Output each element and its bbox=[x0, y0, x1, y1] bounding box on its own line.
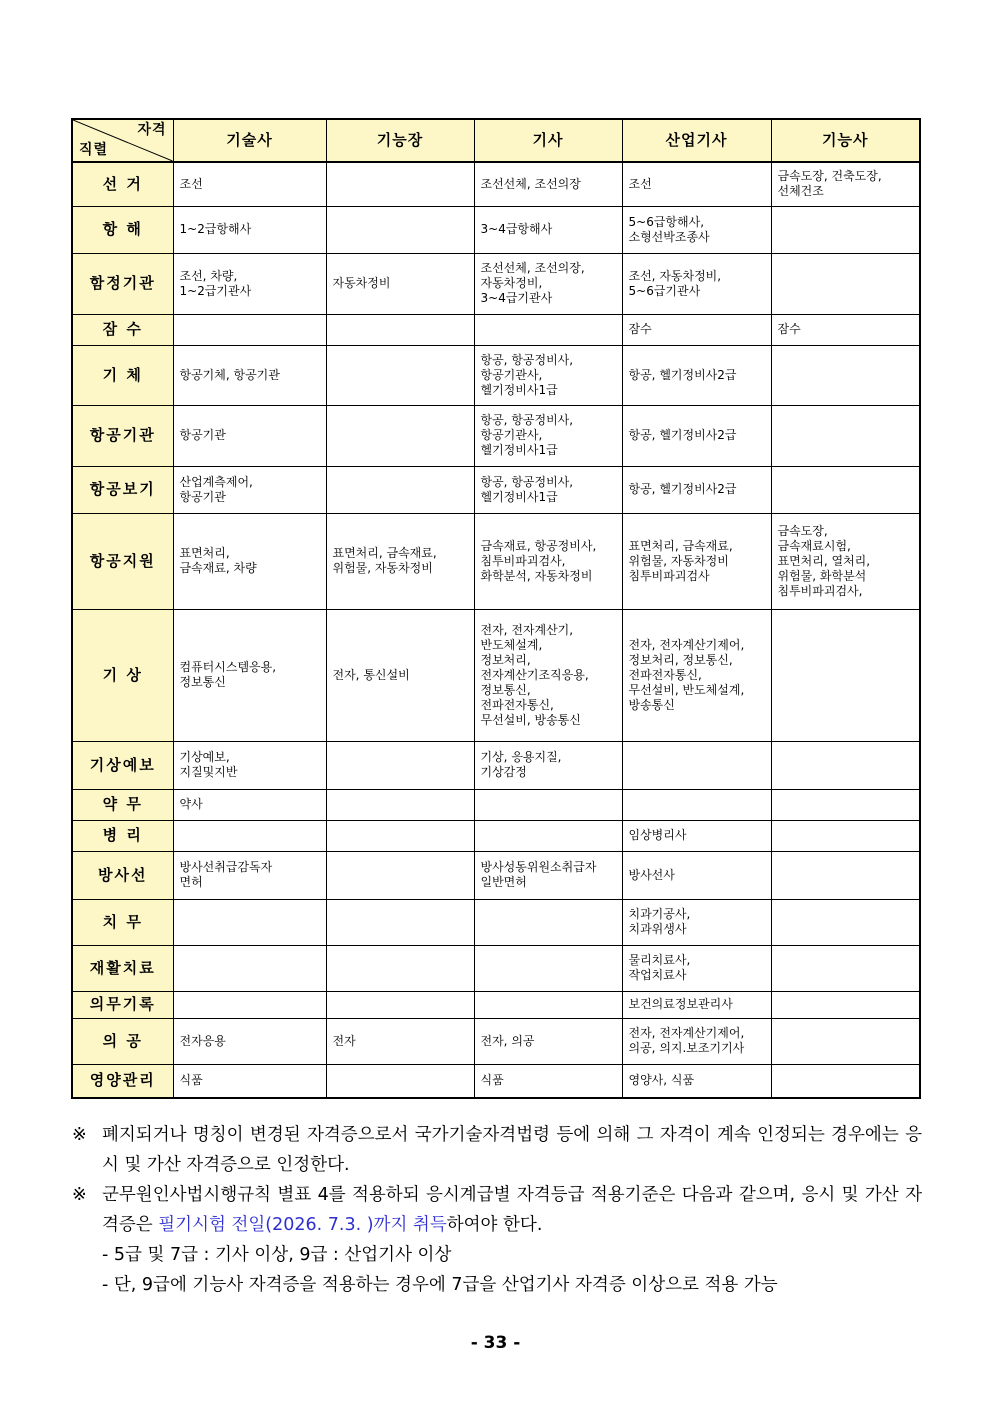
table-cell: 금속재료, 항공정비사, 침투비파괴검사, 화학분석, 자동차정비 bbox=[474, 513, 622, 609]
table-cell: 표면처리, 금속재료, 위험물, 자동차정비 bbox=[326, 513, 474, 609]
table-body bbox=[72, 162, 920, 1098]
table-row bbox=[72, 513, 920, 609]
table-cell bbox=[771, 1018, 920, 1064]
table-cell bbox=[474, 789, 622, 820]
table-row bbox=[72, 253, 920, 314]
note-2 bbox=[72, 1180, 922, 1240]
table-cell bbox=[771, 206, 920, 253]
row-header: 재활치료 bbox=[72, 945, 173, 991]
row-header: 의무기록 bbox=[72, 991, 173, 1018]
row-header: 항공보기 bbox=[72, 466, 173, 513]
table-cell bbox=[622, 789, 771, 820]
row-header: 항 해 bbox=[72, 206, 173, 253]
table-cell bbox=[326, 851, 474, 899]
table-cell: 조선선체, 조선의장 bbox=[474, 162, 622, 206]
table-cell: 보건의료정보관리사 bbox=[622, 991, 771, 1018]
table-cell: 기상, 응용지질, 기상감정 bbox=[474, 741, 622, 789]
table-cell: 물리치료사, 작업치료사 bbox=[622, 945, 771, 991]
table-cell bbox=[622, 741, 771, 789]
table-cell: 식품 bbox=[474, 1064, 622, 1098]
col-header-craftsman: 기능사 bbox=[771, 119, 920, 162]
qualification-table bbox=[71, 118, 921, 1099]
table-cell: 조선, 차량, 1~2급기관사 bbox=[173, 253, 326, 314]
table-cell bbox=[326, 741, 474, 789]
row-header: 영양관리 bbox=[72, 1064, 173, 1098]
table-cell: 금속도장, 건축도장, 선체건조 bbox=[771, 162, 920, 206]
table-cell: 조선 bbox=[622, 162, 771, 206]
reference-mark-icon: ※ bbox=[72, 1185, 87, 1205]
table-row bbox=[72, 206, 920, 253]
table-row bbox=[72, 405, 920, 466]
table-cell bbox=[771, 991, 920, 1018]
table-cell: 전자응용 bbox=[173, 1018, 326, 1064]
table-cell: 표면처리, 금속재료, 차량 bbox=[173, 513, 326, 609]
table-cell bbox=[771, 945, 920, 991]
table-row bbox=[72, 345, 920, 405]
table-cell: 표면처리, 금속재료, 위험물, 자동차정비 침투비파괴검사 bbox=[622, 513, 771, 609]
table-cell: 전자, 전자계산기제어, 의공, 의지.보조기기사 bbox=[622, 1018, 771, 1064]
row-header: 항공기관 bbox=[72, 405, 173, 466]
corner-header-cell bbox=[72, 119, 173, 162]
col-header-master-craftsman: 기능장 bbox=[326, 119, 474, 162]
table-cell: 치과기공사, 치과위생사 bbox=[622, 899, 771, 945]
table-row bbox=[72, 899, 920, 945]
table-cell: 1~2급항해사 bbox=[173, 206, 326, 253]
col-header-engineer: 기사 bbox=[474, 119, 622, 162]
note-1 bbox=[72, 1120, 922, 1180]
table-cell bbox=[771, 741, 920, 789]
row-header: 병 리 bbox=[72, 820, 173, 851]
table-cell bbox=[771, 899, 920, 945]
table-row bbox=[72, 1018, 920, 1064]
table-cell bbox=[326, 789, 474, 820]
row-header: 방사선 bbox=[72, 851, 173, 899]
table-cell: 조선, 자동차정비, 5~6급기관사 bbox=[622, 253, 771, 314]
table-cell bbox=[771, 466, 920, 513]
table-cell: 방사선취급감독자 면허 bbox=[173, 851, 326, 899]
table-cell bbox=[771, 609, 920, 741]
table-row bbox=[72, 820, 920, 851]
note-1-text: 폐지되거나 명칭이 변경된 자격증으로서 국가기술자격법령 등에 의해 그 자격이 계속 인정되는 경우에는 응시 및 가산 자격증으로 인정한다. bbox=[102, 1125, 922, 1175]
corner-label-qualification: 자격 bbox=[137, 122, 167, 138]
note-2-text: 군무원인사법시행규칙 별표 4를 적용하되 응시계급별 자격등급 적용기준은 다음과 같으며, 응시 및 가산 자격증은 bbox=[102, 1185, 922, 1235]
table-cell: 산업계측제어, 항공기관 bbox=[173, 466, 326, 513]
row-header: 치 무 bbox=[72, 899, 173, 945]
table-cell: 컴퓨터시스템응용, 정보통신 bbox=[173, 609, 326, 741]
row-header: 기상예보 bbox=[72, 741, 173, 789]
table-cell bbox=[771, 820, 920, 851]
table-cell bbox=[173, 899, 326, 945]
table-cell bbox=[173, 820, 326, 851]
table-cell: 조선 bbox=[173, 162, 326, 206]
table-cell bbox=[326, 899, 474, 945]
table-cell bbox=[173, 314, 326, 345]
table-cell: 기상예보, 지질및지반 bbox=[173, 741, 326, 789]
table-row bbox=[72, 466, 920, 513]
table-cell: 항공, 헬기정비사2급 bbox=[622, 405, 771, 466]
note-dash-2: - 단, 9급에 기능사 자격증을 적용하는 경우에 7급을 산업기사 자격증 이상으로 적용 가능 bbox=[102, 1275, 778, 1295]
table-cell bbox=[474, 945, 622, 991]
table-cell: 항공기관 bbox=[173, 405, 326, 466]
table-cell: 방사성동위원소취급자 일반면허 bbox=[474, 851, 622, 899]
table-row bbox=[72, 314, 920, 345]
col-header-industrial-engineer: 산업기사 bbox=[622, 119, 771, 162]
table-cell bbox=[326, 1064, 474, 1098]
header-row bbox=[72, 119, 920, 162]
table-cell: 방사선사 bbox=[622, 851, 771, 899]
table-cell: 전자, 의공 bbox=[474, 1018, 622, 1064]
table-cell bbox=[326, 991, 474, 1018]
table-cell bbox=[771, 1064, 920, 1098]
note-dash-1: - 5급 및 7급 : 기사 이상, 9급 : 산업기사 이상 bbox=[102, 1245, 452, 1265]
row-header: 기 상 bbox=[72, 609, 173, 741]
table-cell bbox=[326, 820, 474, 851]
table-cell bbox=[771, 789, 920, 820]
table-cell bbox=[326, 405, 474, 466]
row-header: 함정기관 bbox=[72, 253, 173, 314]
table-row bbox=[72, 851, 920, 899]
table-cell: 항공, 항공정비사, 헬기정비사1급 bbox=[474, 466, 622, 513]
table-cell: 3~4급항해사 bbox=[474, 206, 622, 253]
table-row bbox=[72, 789, 920, 820]
row-header: 잠 수 bbox=[72, 314, 173, 345]
corner-label-series: 직렬 bbox=[79, 142, 109, 158]
table-cell: 식품 bbox=[173, 1064, 326, 1098]
table-cell bbox=[173, 945, 326, 991]
table-cell bbox=[771, 851, 920, 899]
table-cell bbox=[474, 899, 622, 945]
table-cell: 항공, 항공정비사, 항공기관사, 헬기정비사1급 bbox=[474, 345, 622, 405]
table-cell: 잠수 bbox=[622, 314, 771, 345]
notes-section bbox=[72, 1120, 922, 1300]
table-row bbox=[72, 162, 920, 206]
table-cell: 항공, 항공정비사, 항공기관사, 헬기정비사1급 bbox=[474, 405, 622, 466]
table-row bbox=[72, 991, 920, 1018]
table-cell: 전자, 통신설비 bbox=[326, 609, 474, 741]
table-cell bbox=[326, 206, 474, 253]
table-row bbox=[72, 945, 920, 991]
table-cell: 임상병리사 bbox=[622, 820, 771, 851]
col-header-professional-engineer: 기술사 bbox=[173, 119, 326, 162]
page-number: - 33 - bbox=[470, 1333, 521, 1353]
table-cell: 전자, 전자계산기, 반도체설계, 정보처리, 전자계산기조직응용, 정보통신, 전파전자통신, 무선설비, 방송통신 bbox=[474, 609, 622, 741]
note-2-highlight: 필기시험 전일(2026. 7.3. )까지 취득 bbox=[158, 1215, 447, 1235]
table-cell: 금속도장, 금속재료시험, 표면처리, 열처리, 위험물, 화학분석 침투비파괴검사, bbox=[771, 513, 920, 609]
table-cell: 항공기체, 항공기관 bbox=[173, 345, 326, 405]
table-row bbox=[72, 609, 920, 741]
table-cell bbox=[326, 162, 474, 206]
table-cell: 잠수 bbox=[771, 314, 920, 345]
table-cell: 전자 bbox=[326, 1018, 474, 1064]
table-cell: 전자, 전자계산기제어, 정보처리, 정보통신, 전파전자통신, 무선설비, 반도체설계, 방송통신 bbox=[622, 609, 771, 741]
table-cell bbox=[173, 991, 326, 1018]
table-cell bbox=[326, 345, 474, 405]
table-cell bbox=[771, 405, 920, 466]
row-header: 기 체 bbox=[72, 345, 173, 405]
table-cell: 항공, 헬기정비사2급 bbox=[622, 466, 771, 513]
row-header: 의 공 bbox=[72, 1018, 173, 1064]
table-cell: 약사 bbox=[173, 789, 326, 820]
table-cell bbox=[326, 945, 474, 991]
table-cell: 항공, 헬기정비사2급 bbox=[622, 345, 771, 405]
table-cell bbox=[474, 991, 622, 1018]
table-cell: 영양사, 식품 bbox=[622, 1064, 771, 1098]
table-cell: 5~6급항해사, 소형선박조종사 bbox=[622, 206, 771, 253]
table-cell: 조선선체, 조선의장, 자동차정비, 3~4급기관사 bbox=[474, 253, 622, 314]
row-header: 약 무 bbox=[72, 789, 173, 820]
table-cell bbox=[771, 345, 920, 405]
reference-mark-icon: ※ bbox=[72, 1125, 87, 1145]
table-cell bbox=[326, 314, 474, 345]
row-header: 항공지원 bbox=[72, 513, 173, 609]
table-row bbox=[72, 741, 920, 789]
note-2-text-end: 하여야 한다. bbox=[446, 1215, 543, 1235]
table-cell bbox=[474, 314, 622, 345]
table-cell bbox=[771, 253, 920, 314]
table-cell bbox=[326, 466, 474, 513]
row-header: 선 거 bbox=[72, 162, 173, 206]
table-cell: 자동차정비 bbox=[326, 253, 474, 314]
table-row bbox=[72, 1064, 920, 1098]
table-cell bbox=[474, 820, 622, 851]
